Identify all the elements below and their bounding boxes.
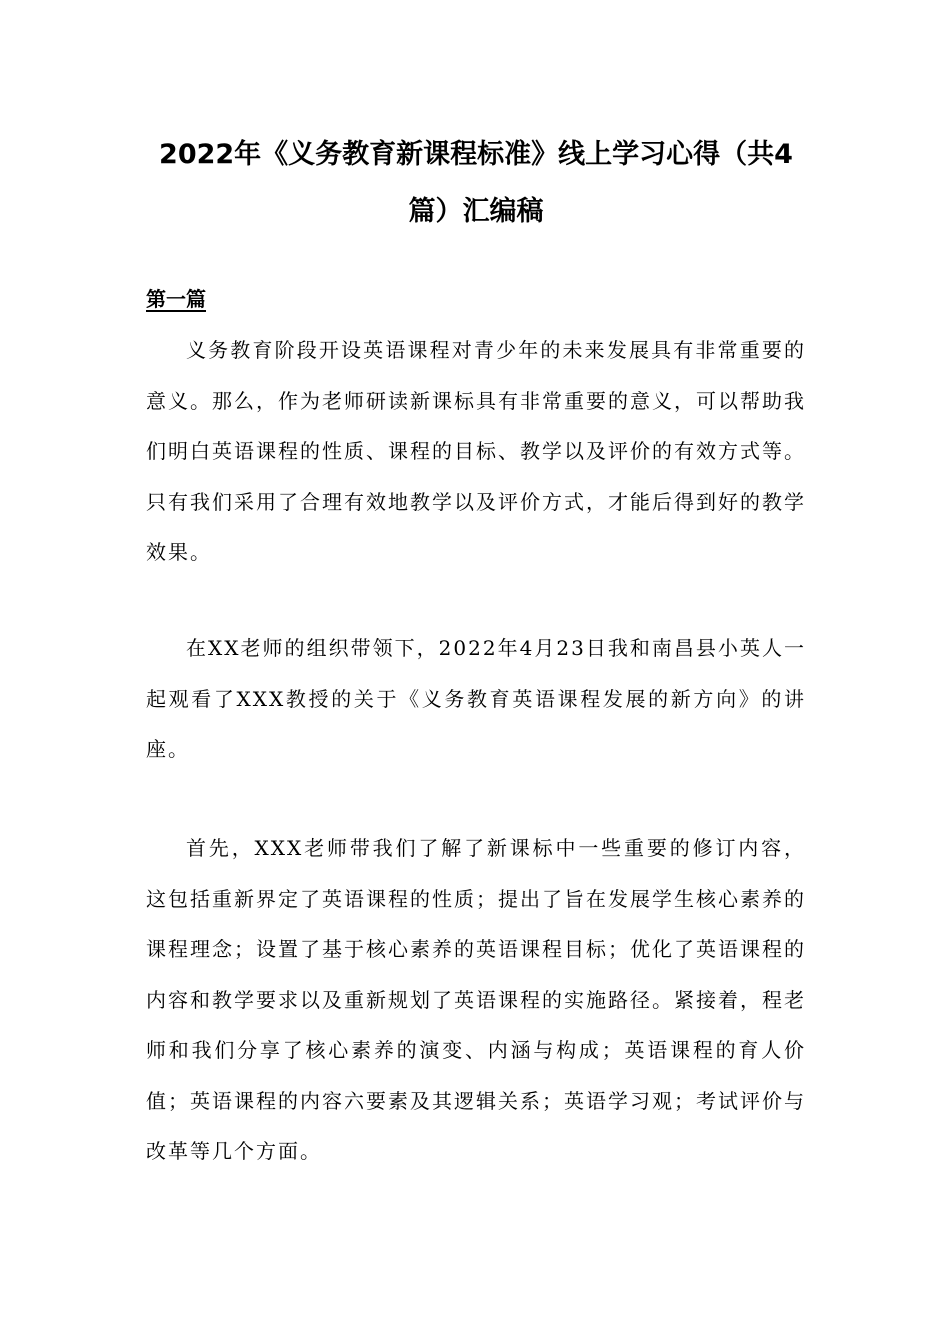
paragraph-2: 在XX老师的组织带领下，2022年4月23日我和南昌县小英人一起观看了XXX教授的关于《义务教育英语课程发展的新方向》的讲座。: [146, 636, 806, 761]
document-title: 2022年《义务教育新课程标准》线上学习心得（共4篇）汇编稿: [159, 139, 793, 227]
paragraph-3: 首先，XXX老师带我们了解了新课标中一些重要的修订内容，这包括重新界定了英语课程的性质；提出了旨在发展学生核心素养的课程理念；设置了基于核心素养的英语课程目标；优化了英语课程的内容和教学要求以及重新规划了英语课程的实施路径。紧接着，程老师和我们分享了核心素养的演变、内涵与构成；英语课程的育人价值；英语课程的内容六要素及其逻辑关系；英语学习观；考试评价与改革等几个方面。: [146, 836, 806, 1163]
section-heading: 第一篇: [146, 287, 206, 311]
paragraph-1: 义务教育阶段开设英语课程对青少年的未来发展具有非常重要的意义。那么，作为老师研读新课标具有非常重要的意义，可以帮助我们明白英语课程的性质、课程的目标、教学以及评价的有效方式等。只有我们采用了合理有效地教学以及评价方式，才能后得到好的教学效果。: [146, 338, 806, 564]
